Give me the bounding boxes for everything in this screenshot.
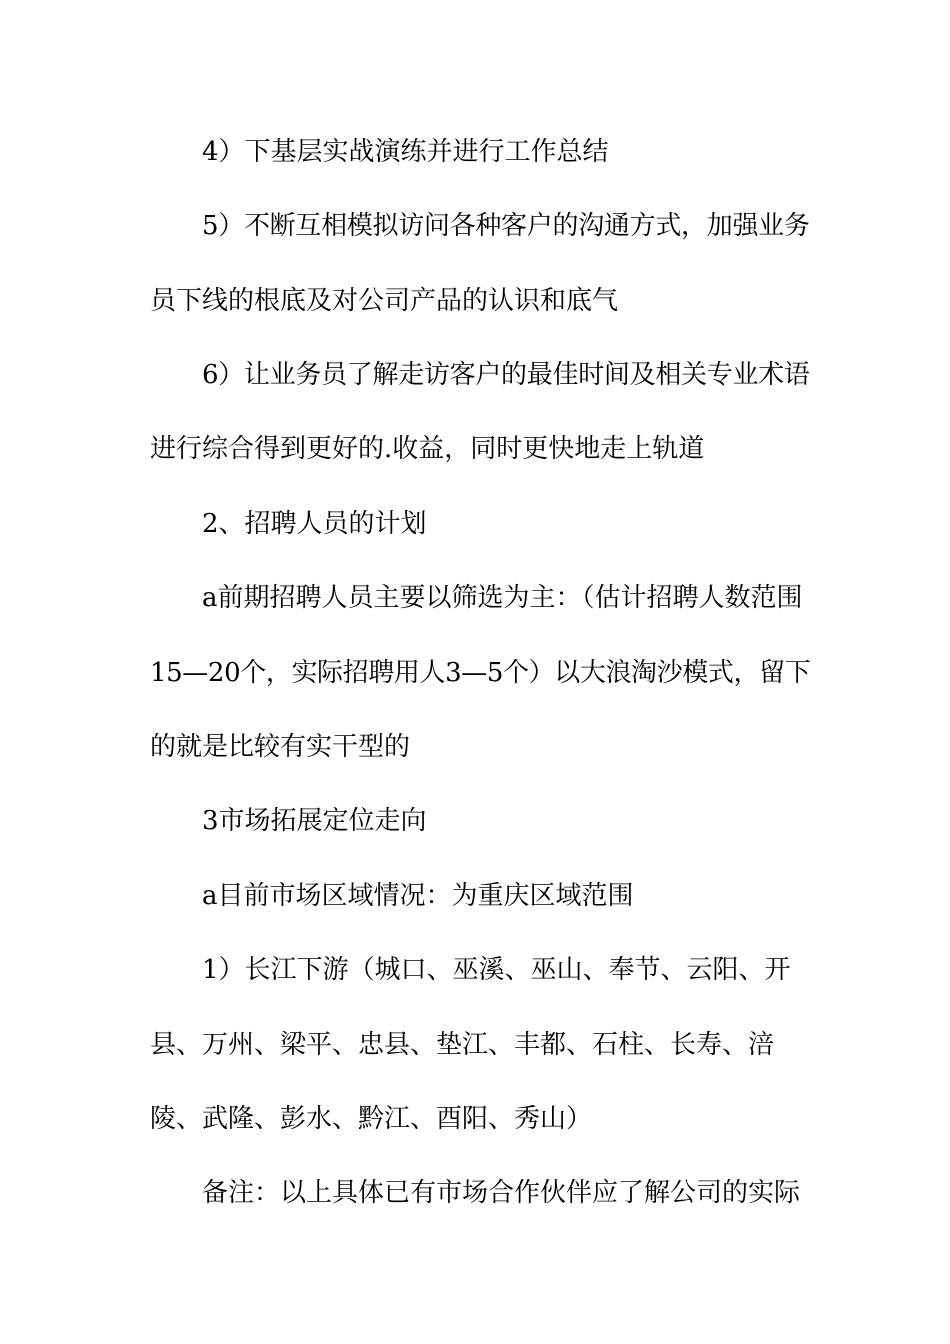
paragraph-line: a前期招聘人员主要以筛选为主：（估计招聘人数范围	[202, 583, 803, 613]
paragraph-line: a目前市场区域情况：为重庆区域范围	[202, 881, 634, 911]
paragraph-line: 进行综合得到更好的.收益，同时更快地走上轨道	[150, 434, 705, 464]
paragraph-line: 的就是比较有实干型的	[150, 732, 411, 762]
paragraph-line: 5）不断互相模拟访问各种客户的沟通方式，加强业务	[202, 211, 810, 241]
paragraph-line: 15—20个，实际招聘用人3—5个）以大浪淘沙模式，留下	[150, 658, 811, 688]
paragraph-line: 6）让业务员了解走访客户的最佳时间及相关专业术语	[202, 360, 810, 390]
section-heading: 2、招聘人员的计划	[202, 509, 427, 539]
paragraph-line: 县、万州、梁平、忠县、垫江、丰都、石柱、长寿、涪	[150, 1030, 775, 1060]
section-heading: 3市场拓展定位走向	[202, 806, 427, 836]
paragraph-line: 1）长江下游（城口、巫溪、巫山、奉节、云阳、开	[202, 955, 791, 985]
paragraph-line: 员下线的根底及对公司产品的认识和底气	[150, 286, 619, 316]
paragraph-line: 陵、武隆、彭水、黔江、酉阳、秀山）	[150, 1104, 593, 1134]
paragraph-line: 4）下基层实战演练并进行工作总结	[202, 137, 609, 167]
paragraph-line: 备注：以上具体已有市场合作伙伴应了解公司的实际	[202, 1178, 801, 1208]
